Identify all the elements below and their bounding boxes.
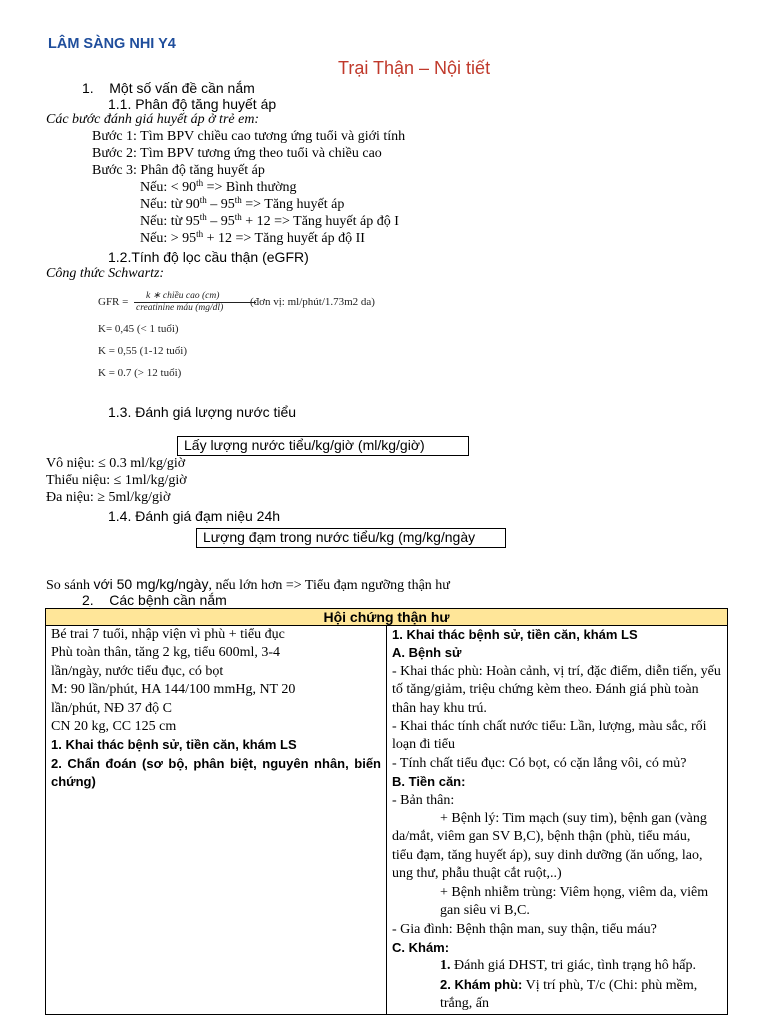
k-value-child: K = 0,55 (1-12 tuổi) [98, 345, 187, 357]
case-question-2: 2. Chẩn đoán (sơ bộ, phân biệt, nguyên nhân, biến chứng) [51, 755, 381, 790]
case-question-1: 1. Khai thác bệnh sử, tiền căn, khám LS [51, 737, 297, 753]
history-item: - Khai thác tính chất nước tiểu: Lần, lượng, màu sắc, rối loạn đi tiểu [392, 719, 707, 753]
past-history-item: + Bệnh lý: Tim mạch (suy tim), bệnh gan (vàng [440, 811, 707, 827]
oliguria: Thiểu niệu: ≤ 1ml/kg/giờ [46, 473, 187, 488]
schwartz-label: Công thức Schwartz: [46, 266, 165, 281]
subsection-1-2: 1.2.Tính độ lọc cầu thận (eGFR) [108, 249, 309, 265]
case-line: Phù toàn thân, tăng 2 kg, tiểu 600ml, 3-4 [51, 645, 281, 661]
case-line: lần/ngày, nước tiểu đục, có bọt [51, 663, 224, 679]
table-header: Hội chứng thận hư [46, 609, 728, 626]
step-3: Bước 3: Phân độ tăng huyết áp [92, 163, 265, 178]
k-value-teen: K = 0.7 (> 12 tuổi) [98, 367, 182, 379]
case-line: Bé trai 7 tuổi, nhập viện vì phù + tiểu đục [51, 627, 285, 642]
bp-rule-hypertension: Nếu: từ 90th – 95th => Tăng huyết áp [140, 195, 345, 212]
past-history-item: - Bản thân: [392, 792, 455, 808]
bp-rule-stage-1: Nếu: từ 95th – 95th + 12 => Tăng huyết áp độ I [140, 212, 399, 229]
polyuria: Đa niệu: ≥ 5ml/kg/giờ [46, 490, 171, 505]
past-history-heading: B. Tiền căn: [392, 774, 466, 790]
nephrotic-syndrome-table [45, 608, 728, 1015]
step-2: Bước 2: Tìm BPV tương ứng theo tuổi và chiều cao [92, 146, 382, 161]
subsection-1-3: 1.3. Đánh giá lượng nước tiểu [108, 404, 297, 420]
exam-heading: C. Khám: [392, 939, 450, 955]
k-value-infant: K= 0,45 (< 1 tuổi) [98, 323, 179, 335]
history-item: - Tính chất tiểu đục: Có bọt, có cặn lắng vôi, có mủ? [392, 755, 687, 771]
bp-steps-intro: Các bước đánh giá huyết áp ở trẻ em: [46, 112, 260, 127]
case-line: CN 20 kg, CC 125 cm [51, 719, 177, 735]
history-item: - Khai thác phù: Hoàn cảnh, vị trí, đặc điểm, diễn tiến, yếu tố tăng/giảm, triệu chứng kèm theo. Đánh giá phù toàn thân hay khu trú. [392, 663, 721, 716]
exam-item-2: 2. Khám phù: Vị trí phù, T/c (Chi: phù mềm, trắng, ấn [440, 976, 698, 1012]
document-title: Trại Thận – Nội tiết [338, 58, 491, 78]
past-history-item: - Gia đình: Bệnh thận man, suy thận, tiểu máu? [392, 921, 657, 937]
urine-output-box: Lấy lượng nước tiểu/kg/giờ (ml/kg/giờ) [177, 436, 469, 456]
proteinuria-compare: So sánh với 50 mg/kg/ngày, nếu lớn hơn => Tiểu đạm ngưỡng thận hư [46, 576, 450, 593]
document-header: LÂM SÀNG NHI Y4 [48, 36, 176, 52]
formula-numerator: k ∗ chiều cao (cm) [146, 291, 220, 301]
subsection-1-4: 1.4. Đánh giá đạm niệu 24h [108, 508, 281, 524]
answer-heading-1: 1. Khai thác bệnh sử, tiền căn, khám LS [392, 627, 638, 642]
exam-item-1: 1. Đánh giá DHST, tri giác, tình trạng hô hấp. [440, 958, 696, 974]
subsection-1-1: 1.1. Phân độ tăng huyết áp [108, 96, 277, 112]
past-history-item: + Bệnh nhiễm trùng: Viêm họng, viêm da, viêm gan siêu vi B,C. [440, 884, 709, 919]
bp-rule-stage-2: Nếu: > 95th + 12 => Tăng huyết áp độ II [140, 229, 365, 246]
formula-denominator: creatinine máu (mg/dl) [136, 303, 224, 313]
step-1: Bước 1: Tìm BPV chiều cao tương ứng tuổi và giới tính [92, 129, 406, 144]
past-history-item: da/mắt, viêm gan SV B,C), bệnh thận (phù, tiểu máu, [392, 829, 691, 845]
answer-cell [387, 626, 728, 1015]
case-line: M: 90 lần/phút, HA 144/100 mmHg, NT 20 [51, 682, 296, 698]
case-line: lần/phút, NĐ 37 độ C [51, 700, 172, 716]
bp-rule-normal: Nếu: < 90th => Bình thường [140, 178, 297, 195]
history-heading: A. Bệnh sử [392, 645, 462, 661]
formula-unit: (đơn vị: ml/phút/1.73m2 da) [250, 296, 375, 308]
case-description-cell [46, 626, 387, 1015]
anuria: Vô niệu: ≤ 0.3 ml/kg/giờ [46, 456, 186, 471]
schwartz-formula-image [58, 290, 375, 390]
past-history-item: tiểu đạm, tăng huyết áp), suy dinh dưỡng (ăn uống, lao, ung thư, phẫu thuật cắt ruột,..) [392, 847, 703, 882]
formula-gfr: GFR = [98, 296, 129, 308]
section-1-heading: 1. Một số vấn đề cần nắm [82, 80, 255, 96]
section-2-heading: 2. Các bệnh cần nắm [82, 592, 227, 608]
proteinuria-box: Lượng đạm trong nước tiểu/kg (mg/kg/ngày [196, 528, 506, 548]
